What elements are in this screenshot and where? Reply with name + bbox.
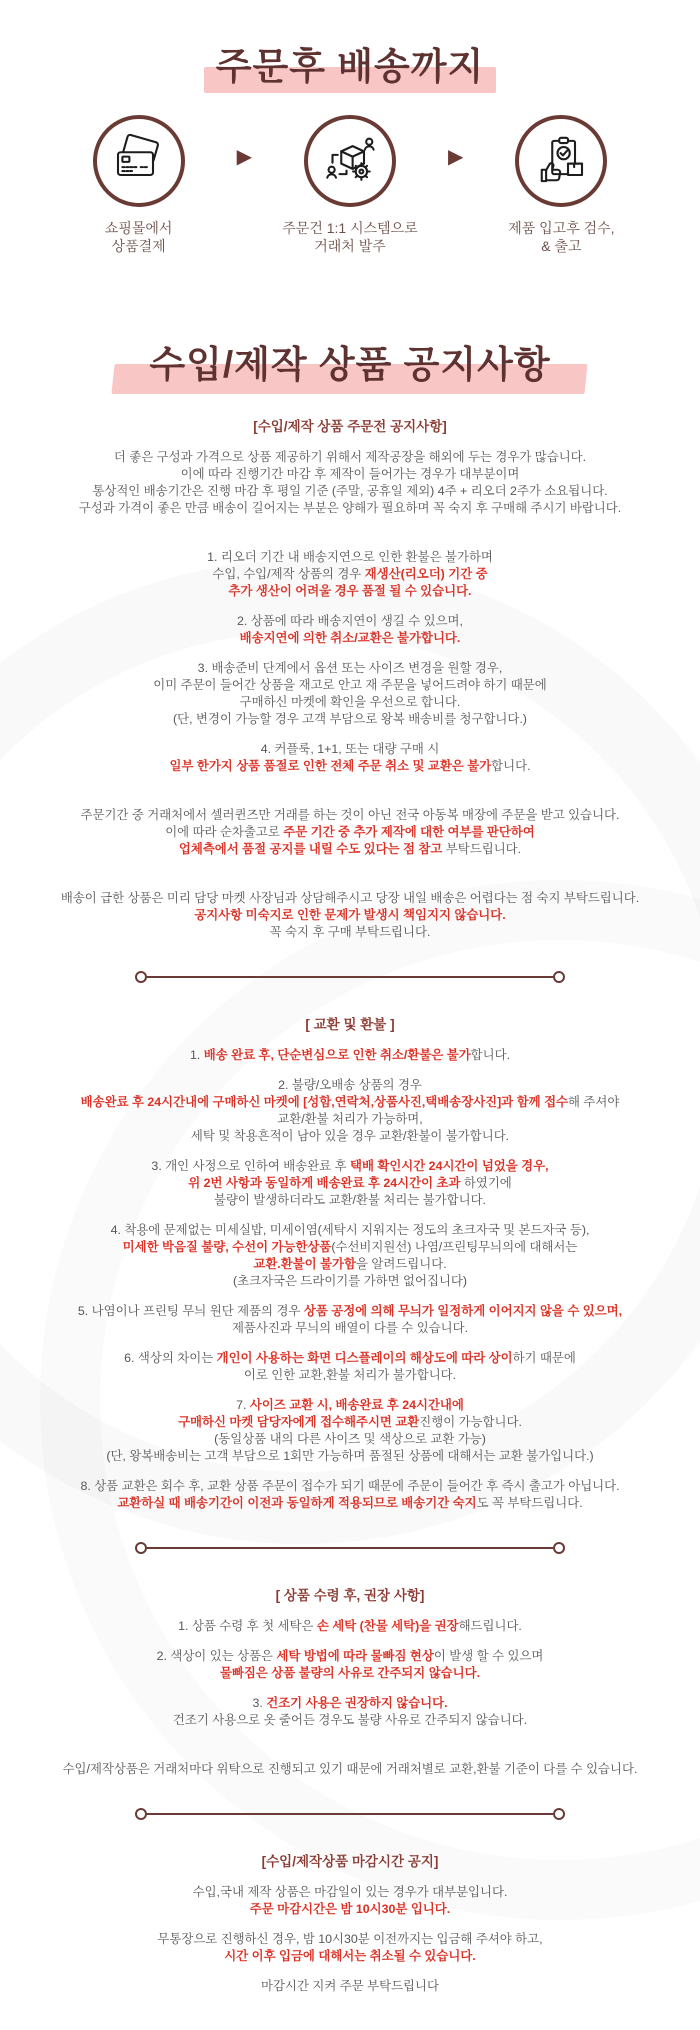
notice-text: (단, 왕복배송비는 고객 부담으로 1회만 가능하며 품절된 상품에 대해서는 교환 불가입니다.)	[106, 1448, 594, 1463]
notice-text: 진행이 가능합니다.	[419, 1414, 522, 1429]
notice-text: 1. 리오더 기간 내 배송지연으로 인한 환불은 불가하며	[207, 549, 493, 564]
notice-text-emphasis: 세탁 방법에 따라 물빠짐 현상	[276, 1648, 434, 1663]
notice-text: 배송이 급한 상품은 미리 담당 마켓 사장님과 상담해주시고 당장 내일 배송은 어렵다는 점 숙지 부탁드립니다.	[60, 890, 640, 905]
notice-text: (수선비지원선) 나염/프린팅무늬의에 대해서는	[331, 1239, 578, 1254]
notice-text-emphasis: 건조기 사용은 권장하지 않습니다.	[266, 1695, 448, 1710]
step-label-line: 쇼핑몰에서	[104, 219, 173, 236]
notice-text: (초크자국은 드라이기를 가하면 없어집니다)	[232, 1273, 468, 1288]
notice-text: 더 좋은 구성과 가격으로 상품 제공하기 위해서 제작공장을 해외에 두는 경우가 많습니다.	[113, 449, 587, 464]
notice-title-block	[149, 344, 550, 387]
notice-text: 이에 따라 순차출고로	[165, 824, 284, 839]
notice-paragraph	[18, 660, 682, 728]
notice-text: 수입/제작상품은 거래처마다 위탁으로 진행되고 있기 때문에 거래처별로 교환,환불 기준이 다를 수 있습니다.	[62, 1761, 638, 1776]
notice-text: 도 꼭 부탁드립니다.	[476, 1495, 583, 1510]
section-divider	[135, 971, 565, 983]
notice-text: 6. 색상의 차이는	[124, 1350, 217, 1365]
notice-text-emphasis: 재생산(리오더) 기간 중	[364, 566, 488, 581]
notice-text-emphasis: 시간 이후 입금에 대해서는 취소될 수 있습니다.	[224, 1948, 476, 1963]
notice-text: 3.	[252, 1695, 267, 1710]
inspection-shipping-icon	[515, 115, 607, 207]
divider-line	[147, 976, 553, 978]
notice-text-emphasis: 주문 마감시간은 밤 10시30분 입니다.	[249, 1901, 451, 1916]
notice-paragraph	[18, 613, 682, 647]
notice-text: 마감시간 지켜 주문 부탁드립니다	[261, 1978, 439, 1993]
notice-text: 주문기간 중 거래처에서 셀러퀸즈만 거래를 하는 것이 아닌 전국 아동복 매장에 주문을 받고 있습니다.	[80, 807, 620, 822]
process-title-block	[216, 46, 484, 89]
notice-text: 2. 상품에 따라 배송지연이 생길 수 있으며,	[237, 613, 463, 628]
notice-text: 이 발생 할 수 있으며	[433, 1648, 544, 1663]
notice-text: 꼭 숙지 후 구매 부탁드립니다.	[269, 924, 431, 939]
notice-text: 2. 불량/오배송 상품의 경우	[278, 1077, 422, 1092]
divider-end-dot	[553, 1808, 565, 1820]
notice-text: 합니다.	[470, 1047, 511, 1062]
notice-text: 부탁드립니다.	[445, 841, 522, 856]
notice-text-emphasis: 배송완료 후 24시간내에 구매하신 마켓에 [성함,연락처,상품사진,택배송장사진]과 함께 접수	[80, 1094, 569, 1109]
notice-text: 합니다.	[491, 758, 531, 773]
notice-paragraph	[18, 1931, 682, 1965]
process-step-order-system	[266, 115, 434, 257]
notice-paragraph	[18, 549, 682, 600]
notice-text: 4. 착용에 문제없는 미세실밥, 미세이염(세탁시 지워지는 정도의 초크자국 및 본드자국 등),	[110, 1222, 590, 1237]
notice-text: 건조기 사용으로 옷 줄어든 경우도 불량 사유로 간주되지 않습니다.	[172, 1712, 528, 1727]
process-title: 주문후 배송까지	[215, 46, 485, 87]
notice-paragraph	[18, 1350, 682, 1384]
notice-text: 하였기에	[463, 1175, 512, 1190]
notice-text-emphasis: 미세한 박음질 불량, 수선이 가능한상품	[122, 1239, 332, 1254]
notice-text: 7.	[236, 1397, 250, 1412]
arrow-right-icon: ▶	[236, 145, 252, 168]
notice-paragraph	[18, 1648, 682, 1682]
notice-text: 교환/환불 처리가 가능하며,	[277, 1111, 423, 1126]
notice-text: 1. 상품 수령 후 첫 세탁은	[178, 1618, 317, 1633]
notice-title: 수입/제작 상품 공지사항	[149, 344, 551, 386]
section-heading: [수입/제작 상품 주문전 공지사항]	[253, 418, 447, 434]
notice-text: 수입, 수입/제작 상품의 경우	[212, 566, 365, 581]
notice-paragraph	[18, 890, 682, 941]
notice-text: 불량이 발생하더라도 교환/환불 처리는 불가합니다.	[213, 1192, 486, 1207]
notice-text: 이에 따라 진행기간 마감 후 제작이 들어가는 경우가 대부분이며	[180, 466, 520, 481]
process-step-inspection	[477, 115, 645, 257]
process-step-label	[508, 219, 614, 257]
process-section	[0, 0, 700, 89]
notice-text-emphasis: 배송지연에 의한 취소/교환은 불가합니다.	[239, 630, 461, 645]
notice-text: 8. 상품 교환은 회수 후, 교환 상품 주문이 접수가 되기 때문에 주문이 들어간 후 즉시 출고가 아닙니다.	[80, 1478, 620, 1493]
step-label-line: 주문건 1:1 시스템으로	[282, 219, 418, 236]
notice-text-emphasis: 배송 완료 후, 단순변심으로 인한 취소/환불은 불가	[203, 1047, 471, 1062]
section-heading: [ 상품 수령 후, 권장 사항]	[275, 1587, 425, 1603]
arrow-right-icon: ▶	[448, 145, 464, 168]
notice-text-emphasis: 위 2번 사항과 동일하게 배송완료 후 24시간이 초과	[188, 1175, 464, 1190]
notice-text: 2. 색상이 있는 상품은	[156, 1648, 277, 1663]
section-heading: [ 교환 및 환불 ]	[305, 1016, 395, 1032]
section-heading: [수입/제작상품 마감시간 공지]	[261, 1853, 439, 1869]
credit-card-icon-svg	[111, 133, 167, 189]
divider-line	[147, 1547, 553, 1549]
notice-text: 이로 인한 교환,환불 처리가 불가합니다.	[243, 1367, 457, 1382]
divider-end-dot	[135, 1542, 147, 1554]
divider-end-dot	[135, 1808, 147, 1820]
notice-text: 해 주셔야	[568, 1094, 620, 1109]
section-divider	[135, 1542, 565, 1554]
divider-end-dot	[553, 971, 565, 983]
notice-paragraph	[18, 1158, 682, 1209]
notice-paragraph	[18, 1761, 682, 1778]
notice-section	[0, 344, 700, 387]
notice-text: 세탁 및 착용흔적이 남아 있을 경우 교환/환불이 불가합니다.	[190, 1128, 510, 1143]
inspection-shipping-icon-svg	[533, 133, 589, 189]
process-step-label	[105, 219, 173, 257]
step-label-line: 상품결제	[111, 238, 166, 255]
notice-text-emphasis: 교환.환불이 불가함	[253, 1256, 356, 1271]
notice-text-emphasis: 택배 확인시간 24시간이 넘었을 경우,	[349, 1158, 549, 1173]
step-label-line: 제품 입고후 검수,	[508, 219, 615, 236]
notice-paragraph	[18, 1978, 682, 1995]
notice-text-emphasis: 개인이 사용하는 화면 디스플레이의 해상도에 따라 상이	[216, 1350, 513, 1365]
order-system-icon-svg	[322, 133, 378, 189]
notice-text: 이미 주문이 들어간 상품을 재고로 안고 재 주문을 넣어드려야 하기 때문에	[153, 677, 547, 692]
notice-paragraph	[18, 1618, 682, 1635]
process-steps-row	[0, 115, 700, 257]
notice-paragraph	[18, 1478, 682, 1512]
divider-line	[147, 1813, 553, 1815]
process-step-label	[282, 219, 417, 257]
notice-body	[0, 415, 700, 1995]
notice-text-emphasis: 주문 기간 중 추가 제작에 대한 여부를 판단하여	[283, 824, 535, 839]
notice-text: 을 알려드립니다.	[355, 1256, 447, 1271]
section-divider	[135, 1808, 565, 1820]
notice-text-emphasis: 물빠짐은 상품 불량의 사유로 간주되지 않습니다.	[219, 1665, 481, 1680]
divider-end-dot	[135, 971, 147, 983]
notice-text: 4. 커플룩, 1+1, 또는 대량 구매 시	[260, 741, 440, 756]
notice-text: 제품사진과 무늬의 배열이 다를 수 있습니다.	[231, 1320, 469, 1335]
notice-paragraph	[18, 1397, 682, 1465]
step-label-line: & 출고	[541, 238, 582, 255]
notice-text: 5. 나염이나 프린팅 무늬 원단 제품의 경우	[77, 1303, 304, 1318]
notice-text: (단, 변경이 가능할 경우 고객 부담으로 왕복 배송비를 청구합니다.)	[173, 711, 527, 726]
notice-text: 구매하신 마켓에 확인을 우선으로 합니다.	[239, 694, 461, 709]
notice-paragraph	[18, 449, 682, 517]
notice-paragraph	[18, 1222, 682, 1290]
notice-text: 무통장으로 진행하신 경우, 밤 10시30분 이전까지는 입금해 주셔야 하고,	[157, 1931, 543, 1946]
notice-text: 통상적인 배송기간은 진행 마감 후 평일 기준 (주말, 공휴일 제외) 4주 + 리오더 2주가 소요됩니다.	[92, 483, 608, 498]
step-label-line: 거래처 발주	[314, 238, 386, 255]
notice-text-emphasis: 일부 한가지 상품 품절로 인한 전체 주문 취소 및 교환은 불가	[169, 758, 492, 773]
notice-text: 구성과 가격이 좋은 만큼 배송이 길어지는 부분은 양해가 필요하며 꼭 숙지 후 구매해 주시기 바랍니다.	[78, 500, 622, 515]
notice-text-emphasis: 사이즈 교환 시, 배송완료 후 24시간내에	[249, 1397, 464, 1412]
notice-paragraph	[18, 1047, 682, 1064]
notice-text-emphasis: 손 세탁 (찬물 세탁)을 권장	[316, 1618, 459, 1633]
notice-paragraph	[18, 1695, 682, 1729]
notice-text-emphasis: 교환하실 때 배송기간이 이전과 동일하게 적용되므로 배송기간 숙지	[117, 1495, 477, 1510]
notice-text: 3. 배송준비 단계에서 옵션 또는 사이즈 변경을 원할 경우,	[197, 660, 503, 675]
order-system-icon	[304, 115, 396, 207]
notice-paragraph	[18, 1303, 682, 1337]
notice-text: 3. 개인 사정으로 인하여 배송완료 후	[151, 1158, 350, 1173]
notice-text: (동일상품 내의 다른 사이즈 및 색상으로 교환 가능)	[214, 1431, 486, 1446]
credit-card-icon	[93, 115, 185, 207]
notice-text-emphasis: 추가 생산이 어려울 경우 품절 될 수 있습니다.	[228, 583, 472, 598]
notice-text-emphasis: 공지사항 미숙지로 인한 문제가 발생시 책임지지 않습니다.	[194, 907, 506, 922]
notice-paragraph	[18, 807, 682, 858]
divider-end-dot	[553, 1542, 565, 1554]
notice-text: 1.	[189, 1047, 204, 1062]
notice-paragraph	[18, 1077, 682, 1145]
notice-text: 하기 때문에	[512, 1350, 576, 1365]
notice-text: 수입,국내 제작 상품은 마감일이 있는 경우가 대부분입니다.	[192, 1884, 508, 1899]
notice-text-emphasis: 구매하신 마켓 담당자에게 접수해주시면 교환	[178, 1414, 420, 1429]
notice-text: 해드립니다.	[458, 1618, 522, 1633]
process-step-payment	[55, 115, 223, 257]
notice-text-emphasis: 업체측에서 품절 공지를 내릴 수도 있다는 점 참고	[178, 841, 446, 856]
notice-text-emphasis: 상품 공정에 의해 무늬가 일정하게 이어지지 않을 수 있으며,	[303, 1303, 623, 1318]
notice-paragraph	[18, 741, 682, 775]
notice-paragraph	[18, 1884, 682, 1918]
